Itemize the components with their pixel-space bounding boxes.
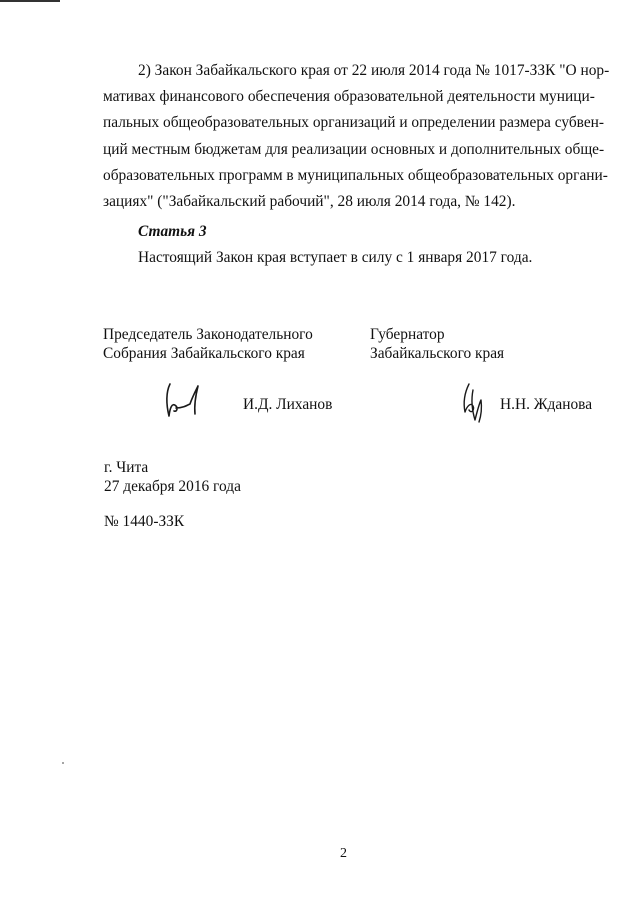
paragraph-line: мативах финансового обеспечения образовательной деятельности муници- [103, 88, 595, 106]
top-rule [0, 0, 60, 2]
place: г. Чита [104, 459, 149, 476]
paragraph-line: образовательных программ в муниципальных общеобразовательных органи- [103, 166, 608, 184]
left-signature [160, 378, 208, 422]
right-signatory-title [370, 325, 504, 363]
left-title-line: Председатель Законодательного [103, 326, 313, 343]
right-title-line: Губернатор [370, 326, 445, 343]
article-text: Настоящий Закон края вступает в силу с 1 января 2017 года. [138, 249, 533, 266]
left-title-line: Собрания Забайкальского края [103, 345, 305, 362]
left-signatory-title [103, 325, 313, 363]
article-heading: Статья 3 [138, 223, 207, 240]
scan-speck [62, 762, 64, 764]
right-signatory-name: Н.Н. Жданова [500, 396, 593, 413]
law-number: № 1440-ЗЗК [104, 513, 185, 530]
date: 27 декабря 2016 года [104, 478, 241, 495]
left-signatory-name: И.Д. Лиханов [243, 396, 333, 413]
right-title-line: Забайкальского края [370, 345, 505, 362]
law-paragraph [103, 58, 610, 215]
paragraph-line: ций местным бюджетам для реализации основных и дополнительных обще- [103, 140, 605, 158]
right-signature [455, 380, 489, 426]
page-number: 2 [340, 846, 347, 861]
place-and-date [104, 458, 241, 496]
paragraph-line: пальных общеобразовательных организаций и определении размера субвен- [103, 114, 605, 132]
paragraph-line: зациях" ("Забайкальский рабочий", 28 июля 2014 года, № 142). [103, 193, 516, 211]
paragraph-line: 2) Закон Забайкальского края от 22 июля 2014 года № 1017-ЗЗК "О нор- [138, 62, 610, 79]
